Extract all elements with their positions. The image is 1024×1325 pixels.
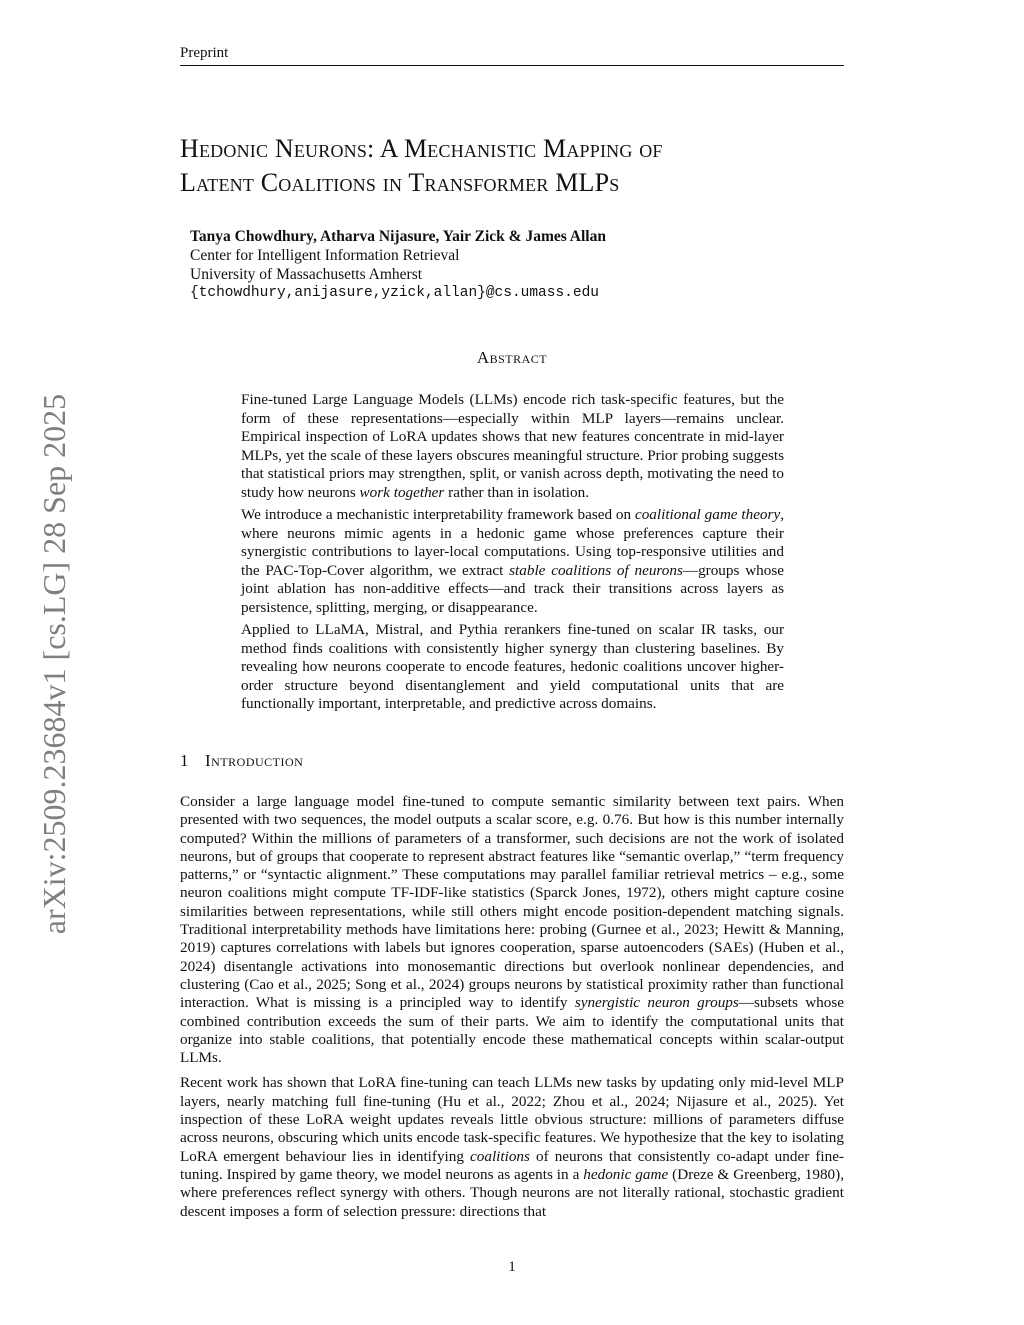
text-run: (Dreze & Greenberg, 1980), where preferences reflect synergy with others. Though neurons are not literally rational, stochastic gradient descent imposes a form of selection pressure: directions that (180, 1165, 844, 1220)
section-title: Introduction (205, 751, 304, 770)
abstract-paragraph-2 (241, 506, 784, 617)
text-run: —groups whose joint ablation has non-additive effects—and track their transitions across layers as persistence, splitting, merging, or disappearance. (241, 561, 784, 616)
author-block (190, 227, 606, 303)
text-run: Consider a large language model fine-tuned to compute semantic similarity between text pairs. When presented with two sequences, the model outputs a scalar score, e.g. 0.76. But how is this number internally computed? Within the millions of parameters of a transformer, such decisions are not the work of isolated neurons, but of groups that cooperate to represent abstract features like “semantic overlap,” “term frequency patterns,” or “syntactic alignment.” These computations may parallel familiar retrieval metrics – e.g., some neuron coalitions might compute TF-IDF-like statistics (Sparck Jones, 1972), others might capture cosine similarities between representations, while still others might encode position-dependent matching signals. Traditional interpretability methods have limitations here: probing (Gurnee et al., 2023; Hewitt & Manning, 2019) captures correlations with labels but ignores cooperation, sparse autoencoders (SAEs) (Huben et al., 2024) disentangle activations into monosemantic directions but overlook nonlinear dependencies, and clustering (Cao et al., 2025; Song et al., 2024) groups neurons by statistical proximity rather than functional interaction. What is missing is a principled way to identify (180, 793, 844, 1012)
text-run: Fine-tuned Large Language Models (LLMs) encode rich task-specific features, but the form of these representations—especially within MLP layers—remains unclear. Empirical inspection of LoRA updates shows that new features concentrate in mid-layer MLPs, yet the scale of these layers obscures meaningful structure. Prior probing suggests that statistical priors may strengthen, split, or vanish across depth, motivating the need to study how neurons (241, 391, 784, 501)
introduction-body (180, 793, 844, 1228)
title-line-2: Latent Coalitions in Transformer MLPs (180, 168, 620, 197)
text-run: —subsets whose combined contribution exceeds the sum of their parts. We aim to identify the computational units that organize into stable coalitions, that potentially encode these mathematical concepts within scalar-output LLMs. (180, 994, 844, 1067)
emphasis: synergistic neuron groups (574, 994, 739, 1012)
paper-title (180, 132, 880, 200)
author-names: Tanya Chowdhury, Atharva Nijasure, Yair Zick & James Allan (190, 228, 606, 245)
abstract-paragraph-3: Applied to LLaMA, Mistral, and Pythia rerankers fine-tuned on scalar IR tasks, our method finds coalitions with consistently higher synergy than clustering baselines. By revealing how neurons cooperate to encode features, hedonic coalitions uncover higher-order structure beyond disentanglement and yield computational units that are functionally important, interpretable, and predictive across domains. (241, 621, 784, 712)
running-head: Preprint (180, 44, 844, 66)
emphasis: coalitions (470, 1147, 530, 1165)
text-run: of neurons that consistently co-adapt under fine-tuning. Inspired by game theory, we model neurons as agents in a (180, 1147, 844, 1183)
emphasis: coalitional game theory (634, 506, 781, 523)
section-number: 1 (180, 751, 189, 770)
abstract-body (241, 391, 784, 718)
author-emails: {tchowdhury,anijasure,yzick,allan}@cs.umass.edu (190, 285, 599, 301)
text-run: Recent work has shown that LoRA fine-tuning can teach LLMs new tasks by updating only mid-level MLP layers, nearly matching full fine-tuning (Hu et al., 2022; Zhou et al., 2024; Nijasure et al., 2025). Yet inspection of these LoRA weight updates reveals little obvious structure: millions of parameters diffuse across neurons, obscuring which units encode task-specific features. We hypothesize that the key to isolating LoRA emergent behaviour lies in identifying (180, 1074, 844, 1165)
body-paragraph-1 (180, 793, 844, 1067)
abstract-heading: Abstract (476, 348, 548, 367)
text-run: We introduce a mechanistic interpretability framework based on (241, 506, 635, 523)
emphasis: stable coalitions of neurons (509, 561, 683, 579)
emphasis: work together (359, 483, 445, 501)
text-run: rather than in isolation. (444, 483, 590, 501)
arxiv-identifier-stamp: arXiv:2509.23684v1 [cs.LG] 28 Sep 2025 (36, 393, 72, 935)
emphasis: hedonic game (583, 1165, 669, 1183)
section-heading-introduction (180, 751, 303, 771)
affiliation-university: University of Massachusetts Amherst (190, 266, 423, 283)
body-paragraph-2 (180, 1074, 844, 1220)
title-line-1: Hedonic Neurons: A Mechanistic Mapping of (180, 134, 663, 163)
affiliation-center: Center for Intelligent Information Retrieval (190, 247, 460, 264)
abstract-paragraph-1 (241, 391, 784, 502)
page-number: 1 (508, 1259, 516, 1275)
text-run: , where neurons mimic agents in a hedonic game whose preferences capture their synergistic contributions to layer-local computations. Using top-responsive utilities and the PAC-Top-Cover algorithm, we extract (241, 506, 784, 579)
